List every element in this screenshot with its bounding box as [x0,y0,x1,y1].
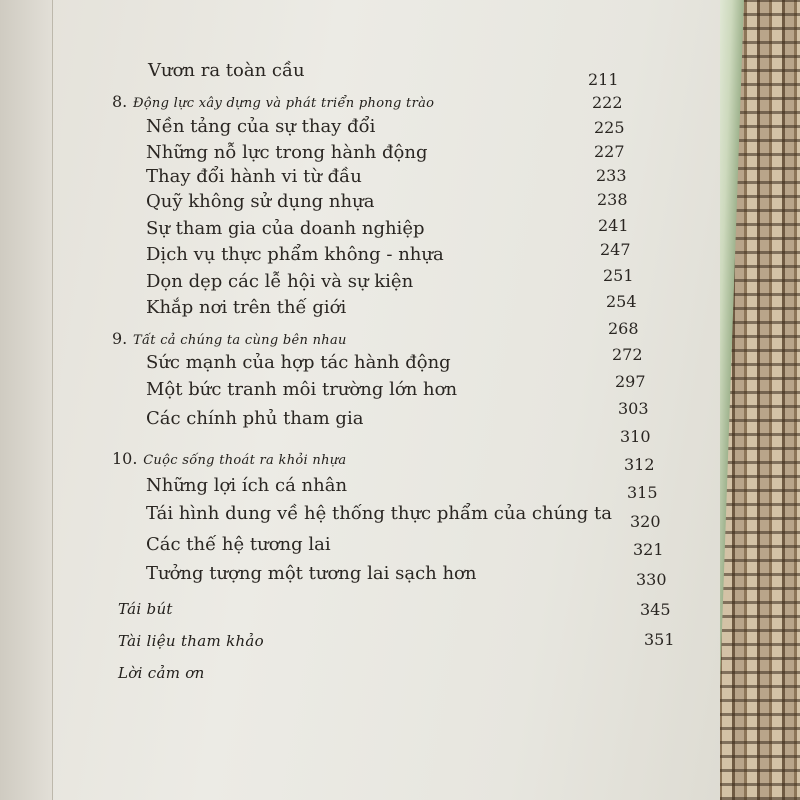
toc-entry: Các thế hệ tương lai [146,534,331,555]
toc-chapter-10 [112,448,346,469]
toc-entry: Tái hình dung về hệ thống thực phẩm của chúng ta [146,503,612,524]
toc-page: 315 [627,483,658,502]
toc-page: 330 [636,570,667,589]
toc-page: 351 [644,630,675,649]
toc-entry-vuon-ra-toan-cau: Vươn ra toàn cầu [148,60,305,81]
toc-page-222: 222 [592,93,623,112]
toc-page: 233 [596,166,627,185]
toc-entry: Dịch vụ thực phẩm không - nhựa [146,244,444,265]
toc-entry: Sức mạnh của hợp tác hành động [146,352,451,373]
toc-page: 268 [608,319,639,338]
toc-page: 345 [640,600,671,619]
book-spine-fold [0,0,53,800]
toc-entry: Quỹ không sử dụng nhựa [146,191,375,212]
toc-entry: Thay đổi hành vi từ đầu [146,166,362,187]
toc-tai-lieu-tham-khao: Tài liệu tham khảo [118,632,264,650]
toc-entry: Khắp nơi trên thế giới [146,297,347,318]
toc-tai-but: Tái bút [118,600,173,618]
toc-page-310: 310 [620,427,651,446]
chapter-title: Tất cả chúng ta cùng bên nhau [133,333,347,348]
toc-entry: Những lợi ích cá nhân [146,475,348,496]
toc-page-211: 211 [588,70,619,89]
chapter-number: 10. [112,449,138,468]
toc-entry: Các chính phủ tham gia [146,408,364,429]
toc-page: 303 [618,399,649,418]
toc-page: 247 [600,240,631,259]
chapter-title: Cuộc sống thoát ra khỏi nhựa [143,453,347,468]
toc-page: 320 [630,512,661,531]
toc-chapter-9 [112,328,347,349]
toc-page: 251 [603,266,634,285]
chapter-number: 9. [112,329,128,348]
toc-chapter-8 [112,91,434,112]
toc-page: 254 [606,292,637,311]
toc-page: 321 [633,540,664,559]
toc-entry: Một bức tranh môi trường lớn hơn [146,379,458,400]
toc-entry: Sự tham gia của doanh nghiệp [146,218,425,239]
toc-page: 225 [594,118,625,137]
toc-entry: Những nỗ lực trong hành động [146,142,428,163]
toc-loi-cam-on: Lời cảm ơn [118,664,205,682]
chapter-number: 8. [112,92,128,111]
chapter-title: Động lực xây dựng và phát triển phong trào [133,96,435,111]
toc-entry: Tưởng tượng một tương lai sạch hơn [146,563,477,584]
toc-entry: Nền tảng của sự thay đổi [146,116,376,137]
toc-page: 297 [615,372,646,391]
toc-page: 227 [594,142,625,161]
toc-entry: Dọn dẹp các lễ hội và sự kiện [146,271,414,292]
toc-page: 312 [624,455,655,474]
toc-page: 241 [598,216,629,235]
toc-page: 238 [597,190,628,209]
toc-page: 272 [612,345,643,364]
